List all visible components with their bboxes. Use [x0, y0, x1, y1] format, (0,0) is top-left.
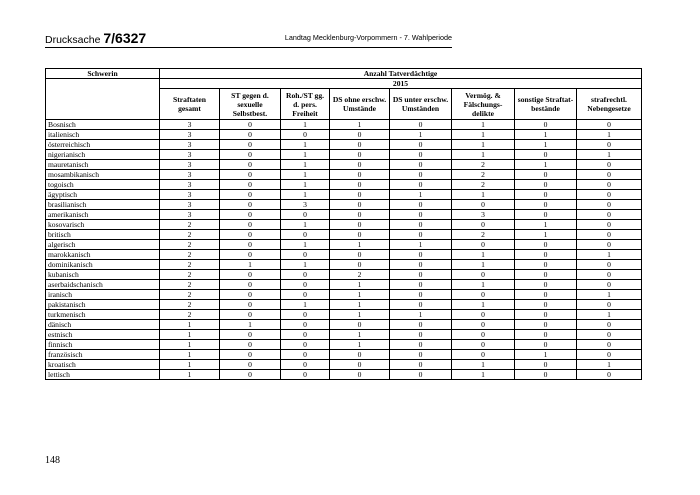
value-cell: 0	[577, 300, 642, 310]
nationality-cell: österreichisch	[46, 140, 160, 150]
value-cell: 1	[577, 150, 642, 160]
value-cell: 1	[281, 240, 330, 250]
value-cell: 0	[281, 130, 330, 140]
value-cell: 1	[577, 360, 642, 370]
value-cell: 0	[515, 340, 577, 350]
nationality-cell: iranisch	[46, 290, 160, 300]
value-cell: 1	[330, 280, 390, 290]
value-cell: 0	[515, 120, 577, 130]
value-cell: 0	[390, 370, 452, 380]
value-cell: 0	[390, 360, 452, 370]
value-cell: 3	[452, 210, 515, 220]
column-header: Straftaten gesamt	[160, 89, 220, 120]
value-cell: 1	[452, 250, 515, 260]
document-number	[45, 30, 146, 46]
table-row	[46, 190, 642, 200]
value-cell: 0	[390, 350, 452, 360]
value-cell: 0	[220, 120, 281, 130]
value-cell: 2	[160, 310, 220, 320]
value-cell: 2	[160, 290, 220, 300]
value-cell: 0	[577, 340, 642, 350]
value-cell: 0	[452, 290, 515, 300]
value-cell: 0	[220, 180, 281, 190]
value-cell: 3	[160, 190, 220, 200]
page-header	[45, 30, 452, 46]
nationality-cell: pakistanisch	[46, 300, 160, 310]
value-cell: 3	[160, 180, 220, 190]
value-cell: 0	[220, 360, 281, 370]
value-cell: 0	[220, 170, 281, 180]
value-cell: 0	[281, 250, 330, 260]
value-cell: 0	[577, 330, 642, 340]
value-cell: 1	[281, 170, 330, 180]
value-cell: 0	[577, 160, 642, 170]
table-row	[46, 130, 642, 140]
value-cell: 0	[390, 330, 452, 340]
value-cell: 0	[390, 280, 452, 290]
value-cell: 0	[390, 300, 452, 310]
value-cell: 0	[452, 200, 515, 210]
value-cell: 3	[160, 210, 220, 220]
value-cell: 0	[330, 160, 390, 170]
value-cell: 0	[515, 280, 577, 290]
table-row	[46, 350, 642, 360]
value-cell: 3	[160, 120, 220, 130]
value-cell: 0	[220, 150, 281, 160]
value-cell: 0	[281, 270, 330, 280]
value-cell: 0	[281, 320, 330, 330]
value-cell: 0	[452, 350, 515, 360]
table-row	[46, 320, 642, 330]
value-cell: 0	[330, 360, 390, 370]
nationality-cell: kubanisch	[46, 270, 160, 280]
nationality-cell: dänisch	[46, 320, 160, 330]
value-cell: 0	[281, 360, 330, 370]
value-cell: 0	[281, 340, 330, 350]
value-cell: 3	[160, 200, 220, 210]
nationality-cell: brasilianisch	[46, 200, 160, 210]
nationality-cell: togoisch	[46, 180, 160, 190]
value-cell: 0	[390, 210, 452, 220]
value-cell: 0	[330, 180, 390, 190]
value-cell: 0	[577, 180, 642, 190]
table-row	[46, 260, 642, 270]
value-cell: 0	[220, 300, 281, 310]
value-cell: 1	[281, 260, 330, 270]
value-cell: 1	[281, 190, 330, 200]
value-cell: 0	[330, 170, 390, 180]
column-header: ST gegen d. sexuelle Selbstbest.	[220, 89, 281, 120]
value-cell: 0	[515, 270, 577, 280]
value-cell: 0	[390, 260, 452, 270]
table-row	[46, 230, 642, 240]
value-cell: 1	[390, 190, 452, 200]
year-header: 2015	[160, 79, 642, 89]
nationality-cell: mosambikanisch	[46, 170, 160, 180]
value-cell: 0	[220, 280, 281, 290]
value-cell: 0	[330, 150, 390, 160]
value-cell: 1	[452, 190, 515, 200]
value-cell: 0	[515, 260, 577, 270]
nationality-cell: estnisch	[46, 330, 160, 340]
header-spacer	[46, 89, 160, 120]
value-cell: 0	[220, 340, 281, 350]
value-cell: 1	[160, 320, 220, 330]
value-cell: 1	[330, 340, 390, 350]
value-cell: 0	[281, 280, 330, 290]
column-header: DS ohne erschw. Umstände	[330, 89, 390, 120]
value-cell: 1	[390, 310, 452, 320]
nationality-cell: britisch	[46, 230, 160, 240]
value-cell: 0	[390, 140, 452, 150]
table-row	[46, 250, 642, 260]
value-cell: 0	[577, 230, 642, 240]
nationality-cell: finnisch	[46, 340, 160, 350]
table-row	[46, 310, 642, 320]
value-cell: 3	[160, 130, 220, 140]
value-cell: 0	[577, 200, 642, 210]
value-cell: 0	[515, 200, 577, 210]
value-cell: 1	[281, 150, 330, 160]
table-row	[46, 290, 642, 300]
value-cell: 0	[330, 210, 390, 220]
value-cell: 0	[577, 280, 642, 290]
value-cell: 1	[452, 260, 515, 270]
table-row	[46, 160, 642, 170]
value-cell: 0	[220, 330, 281, 340]
value-cell: 0	[220, 230, 281, 240]
value-cell: 0	[390, 250, 452, 260]
value-cell: 0	[452, 240, 515, 250]
value-cell: 3	[160, 140, 220, 150]
header-spacer	[46, 79, 160, 89]
value-cell: 0	[577, 370, 642, 380]
nationality-cell: nigerianisch	[46, 150, 160, 160]
value-cell: 1	[452, 280, 515, 290]
value-cell: 1	[281, 300, 330, 310]
value-cell: 0	[577, 120, 642, 130]
value-cell: 0	[515, 310, 577, 320]
value-cell: 0	[577, 210, 642, 220]
value-cell: 1	[515, 220, 577, 230]
value-cell: 1	[281, 160, 330, 170]
value-cell: 1	[452, 150, 515, 160]
column-header: Roh./ST gg. d. pers. Freiheit	[281, 89, 330, 120]
nationality-cell: algerisch	[46, 240, 160, 250]
value-cell: 0	[220, 140, 281, 150]
value-cell: 0	[452, 340, 515, 350]
value-cell: 0	[220, 270, 281, 280]
value-cell: 2	[452, 160, 515, 170]
nationality-cell: mauretanisch	[46, 160, 160, 170]
value-cell: 0	[330, 250, 390, 260]
value-cell: 1	[330, 330, 390, 340]
value-cell: 2	[160, 240, 220, 250]
value-cell: 0	[330, 220, 390, 230]
value-cell: 0	[281, 230, 330, 240]
value-cell: 0	[330, 140, 390, 150]
table-row	[46, 240, 642, 250]
value-cell: 1	[390, 130, 452, 140]
value-cell: 0	[220, 240, 281, 250]
value-cell: 1	[577, 310, 642, 320]
value-cell: 0	[577, 320, 642, 330]
value-cell: 0	[281, 310, 330, 320]
nationality-cell: aserbaidschanisch	[46, 280, 160, 290]
value-cell: 0	[220, 190, 281, 200]
value-cell: 0	[515, 360, 577, 370]
value-cell: 0	[390, 180, 452, 190]
table-row	[46, 370, 642, 380]
value-cell: 0	[390, 120, 452, 130]
value-cell: 1	[281, 120, 330, 130]
value-cell: 1	[220, 320, 281, 330]
value-cell: 2	[160, 300, 220, 310]
value-cell: 0	[577, 220, 642, 230]
value-cell: 0	[330, 350, 390, 360]
value-cell: 0	[452, 320, 515, 330]
value-cell: 0	[330, 260, 390, 270]
value-cell: 1	[390, 240, 452, 250]
value-cell: 1	[452, 120, 515, 130]
table-row	[46, 180, 642, 190]
table-row	[46, 360, 642, 370]
nationality-cell: ägyptisch	[46, 190, 160, 200]
region-header: Schwerin	[46, 69, 160, 79]
value-cell: 0	[281, 330, 330, 340]
nationality-cell: lettisch	[46, 370, 160, 380]
value-cell: 1	[515, 160, 577, 170]
value-cell: 0	[220, 370, 281, 380]
table-row	[46, 300, 642, 310]
nationality-cell: dominikanisch	[46, 260, 160, 270]
value-cell: 0	[220, 160, 281, 170]
value-cell: 1	[281, 220, 330, 230]
value-cell: 1	[452, 140, 515, 150]
table-row	[46, 210, 642, 220]
value-cell: 0	[515, 330, 577, 340]
value-cell: 0	[515, 250, 577, 260]
nationality-cell: Bosnisch	[46, 120, 160, 130]
table-row	[46, 220, 642, 230]
value-cell: 1	[577, 250, 642, 260]
value-cell: 0	[515, 170, 577, 180]
column-header: DS unter erschw. Umständen	[390, 89, 452, 120]
doc-number: 7/6327	[103, 30, 147, 46]
value-cell: 0	[452, 220, 515, 230]
value-cell: 2	[160, 220, 220, 230]
table-row	[46, 340, 642, 350]
value-cell: 0	[330, 320, 390, 330]
value-cell: 0	[515, 210, 577, 220]
value-cell: 1	[515, 350, 577, 360]
value-cell: 0	[220, 350, 281, 360]
value-cell: 0	[330, 190, 390, 200]
value-cell: 0	[220, 130, 281, 140]
value-cell: 0	[330, 370, 390, 380]
value-cell: 0	[390, 230, 452, 240]
value-cell: 1	[160, 360, 220, 370]
table-row	[46, 120, 642, 130]
value-cell: 0	[515, 150, 577, 160]
value-cell: 0	[515, 190, 577, 200]
doc-label: Drucksache	[45, 34, 101, 46]
value-cell: 1	[452, 370, 515, 380]
value-cell: 0	[281, 350, 330, 360]
value-cell: 0	[577, 170, 642, 180]
value-cell: 0	[390, 200, 452, 210]
value-cell: 1	[452, 130, 515, 140]
value-cell: 2	[452, 170, 515, 180]
value-cell: 1	[577, 130, 642, 140]
value-cell: 0	[330, 200, 390, 210]
value-cell: 0	[577, 240, 642, 250]
statistics-table	[45, 68, 642, 380]
nationality-cell: amerikanisch	[46, 210, 160, 220]
nationality-cell: kroatisch	[46, 360, 160, 370]
value-cell: 0	[390, 170, 452, 180]
value-cell: 0	[281, 210, 330, 220]
value-cell: 1	[515, 140, 577, 150]
header-rule	[45, 47, 452, 48]
value-cell: 1	[160, 340, 220, 350]
value-cell: 1	[330, 240, 390, 250]
value-cell: 0	[390, 290, 452, 300]
column-header: Vermög. & Fälschungs-delikte	[452, 89, 515, 120]
value-cell: 0	[515, 240, 577, 250]
value-cell: 0	[390, 340, 452, 350]
value-cell: 0	[220, 250, 281, 260]
table-row	[46, 170, 642, 180]
table-row	[46, 140, 642, 150]
value-cell: 0	[281, 290, 330, 300]
column-header: sonstige Straftat-bestände	[515, 89, 577, 120]
value-cell: 0	[330, 230, 390, 240]
value-cell: 3	[160, 150, 220, 160]
value-cell: 1	[515, 230, 577, 240]
value-cell: 0	[452, 270, 515, 280]
value-cell: 0	[220, 220, 281, 230]
value-cell: 1	[281, 140, 330, 150]
value-cell: 2	[160, 250, 220, 260]
value-cell: 1	[220, 260, 281, 270]
value-cell: 2	[160, 230, 220, 240]
value-cell: 1	[452, 300, 515, 310]
value-cell: 0	[515, 370, 577, 380]
value-cell: 1	[160, 350, 220, 360]
value-cell: 2	[160, 280, 220, 290]
value-cell: 1	[330, 310, 390, 320]
value-cell: 3	[281, 200, 330, 210]
group-header: Anzahl Tatverdächtige	[160, 69, 642, 79]
value-cell: 1	[330, 120, 390, 130]
value-cell: 0	[577, 270, 642, 280]
value-cell: 0	[220, 290, 281, 300]
table-row	[46, 200, 642, 210]
value-cell: 2	[160, 260, 220, 270]
table-row	[46, 150, 642, 160]
value-cell: 0	[515, 320, 577, 330]
value-cell: 1	[330, 290, 390, 300]
value-cell: 1	[515, 130, 577, 140]
column-header: strafrechtl. Nebengesetze	[577, 89, 642, 120]
table-row	[46, 330, 642, 340]
value-cell: 0	[452, 310, 515, 320]
value-cell: 0	[220, 200, 281, 210]
value-cell: 0	[390, 320, 452, 330]
value-cell: 1	[330, 300, 390, 310]
page-number: 148	[45, 455, 60, 466]
table-row	[46, 280, 642, 290]
value-cell: 0	[390, 160, 452, 170]
value-cell: 1	[160, 330, 220, 340]
value-cell: 0	[577, 140, 642, 150]
value-cell: 0	[515, 300, 577, 310]
value-cell: 0	[390, 270, 452, 280]
value-cell: 1	[281, 180, 330, 190]
value-cell: 0	[452, 330, 515, 340]
nationality-cell: kosovarisch	[46, 220, 160, 230]
value-cell: 0	[577, 260, 642, 270]
table-row	[46, 270, 642, 280]
value-cell: 0	[281, 370, 330, 380]
value-cell: 3	[160, 160, 220, 170]
nationality-cell: turkmenisch	[46, 310, 160, 320]
value-cell: 2	[330, 270, 390, 280]
value-cell: 0	[390, 220, 452, 230]
value-cell: 1	[577, 290, 642, 300]
value-cell: 2	[452, 180, 515, 190]
nationality-cell: marokkanisch	[46, 250, 160, 260]
value-cell: 0	[220, 210, 281, 220]
value-cell: 1	[452, 360, 515, 370]
value-cell: 0	[577, 190, 642, 200]
value-cell: 0	[390, 150, 452, 160]
value-cell: 0	[515, 180, 577, 190]
value-cell: 1	[160, 370, 220, 380]
nationality-cell: französisch	[46, 350, 160, 360]
value-cell: 3	[160, 170, 220, 180]
value-cell: 0	[330, 130, 390, 140]
parliament-label: Landtag Mecklenburg-Vorpommern - 7. Wahlperiode	[284, 33, 452, 42]
table-body	[46, 120, 642, 380]
value-cell: 0	[515, 290, 577, 300]
value-cell: 0	[220, 310, 281, 320]
value-cell: 2	[452, 230, 515, 240]
value-cell: 2	[160, 270, 220, 280]
nationality-cell: italienisch	[46, 130, 160, 140]
value-cell: 0	[577, 350, 642, 360]
